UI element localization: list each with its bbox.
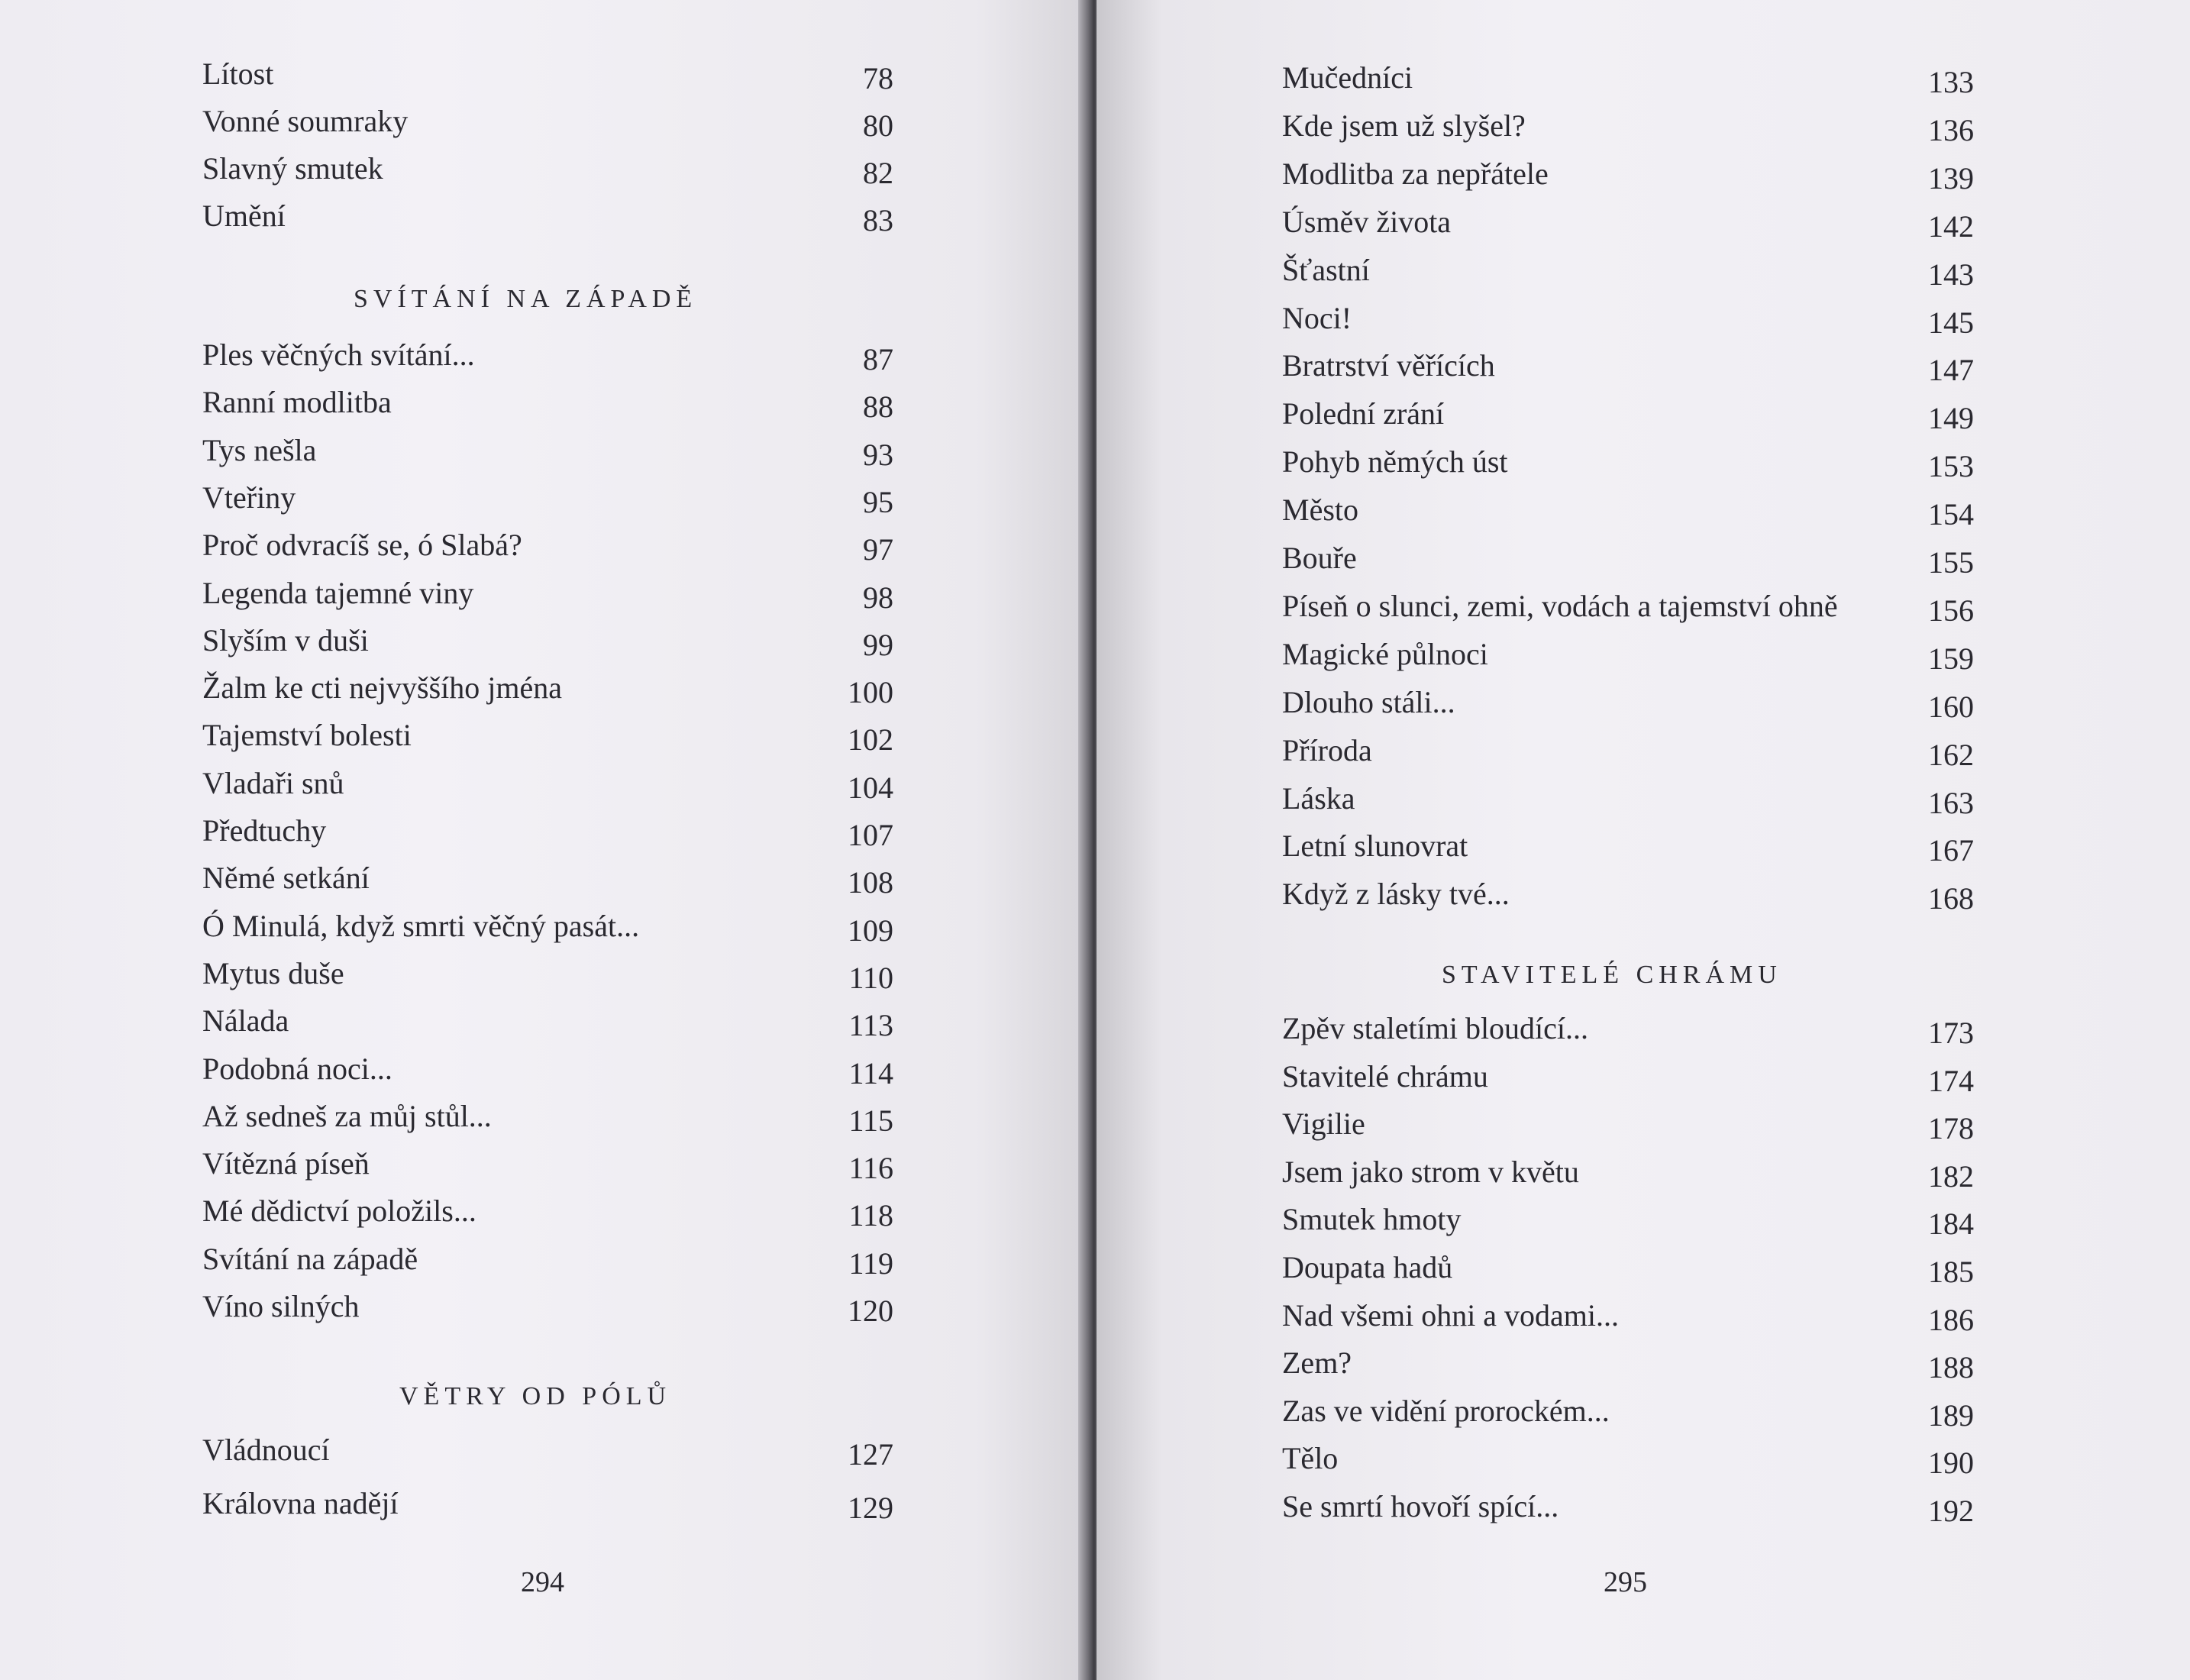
toc-entry: [202, 1003, 893, 1048]
toc-entry-page-number: 168: [1928, 881, 1974, 916]
toc-entry: [202, 384, 893, 430]
toc-entry: [1282, 1106, 1974, 1152]
toc-entry-title: Mytus duše: [202, 955, 344, 990]
toc-entry: [1282, 1488, 1974, 1534]
toc-entry-title: Zas ve vidění prorockém...: [1282, 1393, 1610, 1428]
toc-entry: [202, 575, 893, 621]
toc-entry: [1282, 300, 1974, 346]
toc-entry: [1282, 828, 1974, 874]
toc-entry-title: Noci!: [1282, 300, 1352, 335]
toc-entry: [202, 1051, 893, 1097]
toc-entry-page-number: 159: [1928, 641, 1974, 676]
toc-entry: [1282, 396, 1974, 441]
toc-entry-title: Tajemství bolesti: [202, 718, 412, 753]
toc-entry: [1282, 60, 1974, 105]
toc-entry: [1282, 252, 1974, 298]
toc-entry-title: Bratrství věřících: [1282, 348, 1495, 383]
toc-entry-page-number: 110: [848, 960, 893, 995]
toc-entry: [202, 813, 893, 858]
toc-entry-title: Magické půlnoci: [1282, 636, 1488, 671]
toc-entry-title: Zpěv staletími bloudící...: [1282, 1011, 1589, 1045]
toc-entry-title: Legenda tajemné viny: [202, 575, 474, 610]
toc-entry: [1282, 492, 1974, 538]
toc-entry-page-number: 147: [1928, 353, 1974, 388]
toc-entry: [1282, 1393, 1974, 1439]
toc-entry-title: Vteřiny: [202, 480, 296, 515]
toc-entry-page-number: 186: [1928, 1302, 1974, 1337]
toc-entry-title: Když z lásky tvé...: [1282, 877, 1510, 912]
toc-entry-page-number: 190: [1928, 1446, 1974, 1481]
toc-entry-page-number: 163: [1928, 785, 1974, 820]
toc-entry: [1282, 1345, 1974, 1391]
toc-entry: [1282, 684, 1974, 730]
toc-entry: [1282, 540, 1974, 586]
toc-entry-page-number: 139: [1928, 160, 1974, 195]
toc-entry-title: Umění: [202, 199, 286, 233]
toc-entry-title: Modlitba za nepřátele: [1282, 156, 1549, 191]
toc-entry: [1282, 1201, 1974, 1247]
toc-entry-title: Úsměv života: [1282, 204, 1452, 239]
toc-entry-title: Lítost: [202, 57, 274, 91]
toc-entry-page-number: 142: [1928, 208, 1974, 244]
toc-entry-page-number: 127: [848, 1437, 893, 1472]
toc-entry: [202, 1098, 893, 1144]
toc-entry-page-number: 173: [1928, 1016, 1974, 1050]
toc-entry-title: Víno silných: [202, 1289, 360, 1323]
toc-entry-page-number: 162: [1928, 737, 1974, 772]
right-page: [1097, 0, 2190, 1680]
toc-entry-title: Němé setkání: [202, 861, 370, 896]
toc-entry-title: Vládnoucí: [202, 1433, 330, 1467]
toc-entry-page-number: 160: [1928, 689, 1974, 724]
toc-entry: [202, 150, 893, 196]
toc-entry: [202, 908, 893, 954]
toc-entry-page-number: 119: [848, 1245, 893, 1281]
toc-entry-title: Příroda: [1282, 732, 1372, 767]
toc-entry-page-number: 99: [863, 627, 893, 662]
toc-entry: [202, 56, 893, 102]
toc-entry: [202, 480, 893, 525]
toc-entry-title: Předtuchy: [202, 813, 327, 848]
toc-entry-page-number: 98: [863, 580, 893, 615]
toc-entry-page-number: 188: [1928, 1350, 1974, 1385]
toc-entry-title: Píseň o slunci, zemi, vodách a tajemství ohně: [1282, 588, 1838, 623]
toc-entry: [202, 1193, 893, 1239]
toc-entry-title: Slavný smutek: [202, 151, 383, 186]
toc-entry-page-number: 184: [1928, 1207, 1974, 1242]
toc-entry-title: Svítání na západě: [202, 1241, 418, 1276]
toc-entry-page-number: 95: [863, 484, 893, 519]
toc-entry-page-number: 136: [1928, 112, 1974, 147]
toc-entry: [202, 337, 893, 383]
toc-entry: [202, 527, 893, 573]
toc-entry-page-number: 88: [863, 389, 893, 425]
toc-entry-page-number: 174: [1928, 1063, 1974, 1098]
toc-entry: [1282, 108, 1974, 153]
toc-entry: [1282, 636, 1974, 682]
toc-entry-title: Nálada: [202, 1003, 289, 1039]
toc-entry: [1282, 1154, 1974, 1200]
toc-entry-title: Královna nadějí: [202, 1486, 399, 1520]
toc-entry-page-number: 149: [1928, 401, 1974, 436]
page-number-left: 294: [521, 1566, 564, 1598]
toc-entry-title: Letní slunovrat: [1282, 829, 1468, 864]
toc-entry: [202, 1288, 893, 1334]
toc-entry: [1282, 1297, 1974, 1343]
toc-entry-page-number: 156: [1928, 593, 1974, 628]
toc-entry-page-number: 109: [848, 913, 893, 948]
toc-entry-page-number: 78: [863, 61, 893, 95]
toc-entry-title: Vonné soumraky: [202, 104, 409, 138]
toc-entry: [202, 622, 893, 668]
toc-entry-page-number: 97: [863, 532, 893, 567]
toc-entry-title: Láska: [1282, 780, 1355, 816]
toc-entry: [1282, 204, 1974, 250]
toc-entry-title: Doupata hadů: [1282, 1250, 1453, 1284]
toc-entry: [202, 1241, 893, 1287]
toc-entry-page-number: 114: [848, 1055, 893, 1090]
toc-entry-page-number: 178: [1928, 1111, 1974, 1146]
toc-entry-page-number: 192: [1928, 1494, 1974, 1528]
toc-entry-page-number: 115: [848, 1103, 893, 1138]
toc-entry-page-number: 120: [848, 1294, 893, 1328]
toc-entry-page-number: 93: [863, 437, 893, 472]
section-heading-stavitele-chramu: STAVITELÉ CHRÁMU: [1442, 961, 1782, 989]
toc-entry: [1282, 732, 1974, 778]
toc-entry-page-number: 83: [863, 203, 893, 237]
toc-entry-title: Ples věčných svítání...: [202, 338, 475, 372]
toc-entry: [202, 432, 893, 478]
toc-entry-title: Mučedníci: [1282, 60, 1413, 95]
toc-entry: [202, 670, 893, 716]
toc-entry: [1282, 1440, 1974, 1486]
toc-entry-title: Jsem jako strom v květu: [1282, 1154, 1579, 1189]
toc-entry-title: Pohyb němých úst: [1282, 444, 1508, 480]
toc-entry-page-number: 118: [848, 1198, 893, 1233]
page-number-right: 295: [1604, 1566, 1647, 1598]
toc-entry-page-number: 129: [848, 1491, 893, 1525]
toc-entry: [202, 717, 893, 763]
toc-entry-title: Tys nešla: [202, 432, 317, 467]
toc-entry: [202, 1432, 893, 1478]
toc-entry: [202, 955, 893, 1001]
toc-entry: [1282, 780, 1974, 826]
toc-entry-page-number: 87: [863, 342, 893, 376]
toc-entry: [1282, 156, 1974, 202]
toc-entry: [1282, 876, 1974, 922]
toc-entry-title: Polední zrání: [1282, 396, 1445, 431]
toc-entry-page-number: 167: [1928, 833, 1974, 868]
toc-entry-page-number: 182: [1928, 1158, 1974, 1194]
toc-entry: [1282, 444, 1974, 489]
toc-entry: [1282, 1010, 1974, 1056]
toc-entry-page-number: 153: [1928, 449, 1974, 484]
toc-entry-title: Nad všemi ohni a vodami...: [1282, 1297, 1620, 1333]
toc-entry-page-number: 154: [1928, 497, 1974, 532]
toc-entry-title: Mé dědictví položils...: [202, 1194, 476, 1229]
toc-entry-page-number: 113: [848, 1008, 893, 1043]
toc-entry-page-number: 116: [848, 1151, 893, 1186]
toc-entry: [202, 765, 893, 811]
toc-entry-title: Podobná noci...: [202, 1051, 392, 1086]
toc-entry: [202, 1485, 893, 1531]
toc-entry: [1282, 347, 1974, 393]
toc-entry-title: Žalm ke cti nejvyššího jména: [202, 670, 562, 706]
toc-entry-title: Vladaři snů: [202, 765, 344, 800]
toc-entry-title: Ranní modlitba: [202, 385, 392, 420]
toc-entry-title: Kde jsem už slyšel?: [1282, 108, 1526, 143]
toc-entry-page-number: 82: [863, 156, 893, 190]
section-heading-svitani-na-zapade: SVÍTÁNÍ NA ZÁPADĚ: [354, 285, 698, 313]
toc-entry: [1282, 588, 1974, 634]
toc-entry-page-number: 143: [1928, 257, 1974, 292]
toc-entry: [202, 1145, 893, 1191]
toc-entry-title: Zem?: [1282, 1346, 1352, 1381]
toc-entry-title: Vítězná píseň: [202, 1146, 370, 1181]
toc-entry-title: Šťastní: [1282, 252, 1370, 287]
toc-entry-title: Bouře: [1282, 541, 1357, 575]
toc-entry-page-number: 102: [848, 722, 893, 758]
toc-entry-page-number: 185: [1928, 1255, 1974, 1289]
toc-entry-page-number: 189: [1928, 1397, 1974, 1433]
toc-entry-title: Tělo: [1282, 1441, 1339, 1476]
toc-entry-title: Smutek hmoty: [1282, 1202, 1462, 1237]
toc-entry-title: Slyším v duši: [202, 622, 369, 657]
toc-entry: [202, 198, 893, 244]
toc-entry-title: Až sedneš za můj stůl...: [202, 1098, 492, 1133]
toc-entry: [1282, 1249, 1974, 1295]
toc-entry-title: Se smrtí hovoří spící...: [1282, 1489, 1559, 1523]
toc-entry-page-number: 104: [848, 770, 893, 805]
toc-entry-page-number: 107: [848, 818, 893, 852]
toc-entry: [202, 860, 893, 906]
toc-entry-page-number: 100: [848, 675, 893, 710]
toc-entry: [202, 103, 893, 149]
toc-entry-page-number: 155: [1928, 545, 1974, 580]
section-heading-vetry-od-polu: VĚTRY OD PÓLŮ: [399, 1382, 672, 1410]
toc-entry-page-number: 108: [848, 865, 893, 900]
toc-entry-title: Dlouho stáli...: [1282, 684, 1455, 719]
left-page: [0, 0, 1084, 1680]
toc-entry-title: Vigilie: [1282, 1107, 1365, 1142]
toc-entry-page-number: 133: [1928, 65, 1974, 99]
toc-entry: [1282, 1058, 1974, 1104]
toc-entry-title: Město: [1282, 493, 1358, 528]
toc-entry-title: Proč odvracíš se, ó Slabá?: [202, 528, 522, 563]
toc-entry-title: Stavitelé chrámu: [1282, 1058, 1488, 1094]
toc-entry-page-number: 145: [1928, 305, 1974, 340]
toc-entry-page-number: 80: [863, 108, 893, 143]
toc-entry-title: Ó Minulá, když smrti věčný pasát...: [202, 908, 640, 943]
